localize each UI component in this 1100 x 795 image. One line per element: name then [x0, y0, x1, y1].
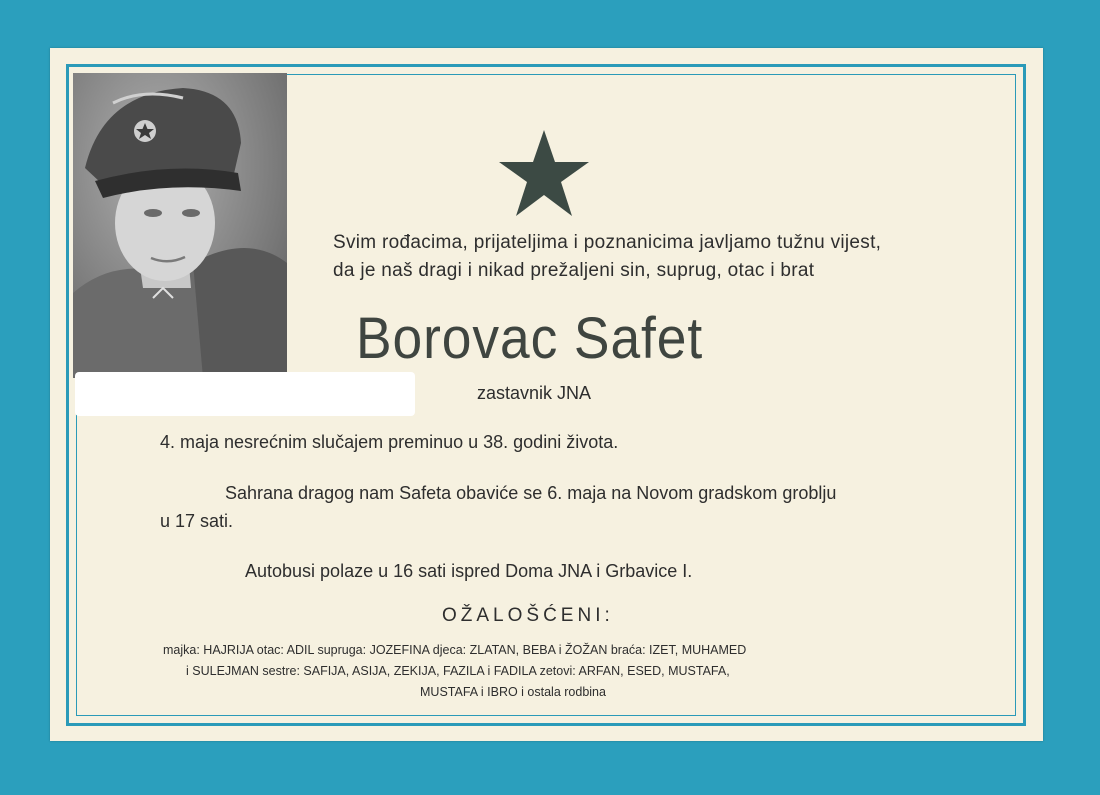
- family-line-2: i SULEJMAN sestre: SAFIJA, ASIJA, ZEKIJA, FAZILA i FADILA zetovi: ARFAN, ESED, MUSTAFA,: [186, 664, 730, 678]
- funeral-line-2: u 17 sati.: [160, 511, 234, 531]
- five-point-star-icon: [498, 130, 590, 216]
- death-notice-line: 4. maja nesrećnim slučajem preminuo u 38. godini života.: [160, 432, 619, 452]
- intro-line-1: Svim rođacima, prijateljima i poznanicima javljamo tužnu vijest,: [333, 232, 882, 253]
- torn-paper-patch: [75, 372, 415, 416]
- family-line-3: MUSTAFA i IBRO i ostala rodbina: [420, 685, 606, 699]
- deceased-name: Borovac Safet: [356, 306, 704, 371]
- family-line-1: majka: HAJRIJA otac: ADIL supruga: JOZEFINA djeca: ZLATAN, BEBA i ŽOŽAN braća: IZET, MUHAMED: [163, 643, 747, 657]
- intro-line-2: da je naš dragi i nikad prežaljeni sin, suprug, otac i brat: [333, 260, 815, 281]
- funeral-line-1: Sahrana dragog nam Safeta obaviće se 6. maja na Novom gradskom groblju: [225, 483, 837, 503]
- bus-departure-line: Autobusi polaze u 16 sati ispred Doma JNA i Grbavice I.: [245, 561, 693, 581]
- rank-title: zastavnik JNA: [477, 383, 592, 403]
- portrait-photo: [73, 73, 287, 378]
- mourners-heading: OŽALOŠĆENI:: [442, 605, 614, 626]
